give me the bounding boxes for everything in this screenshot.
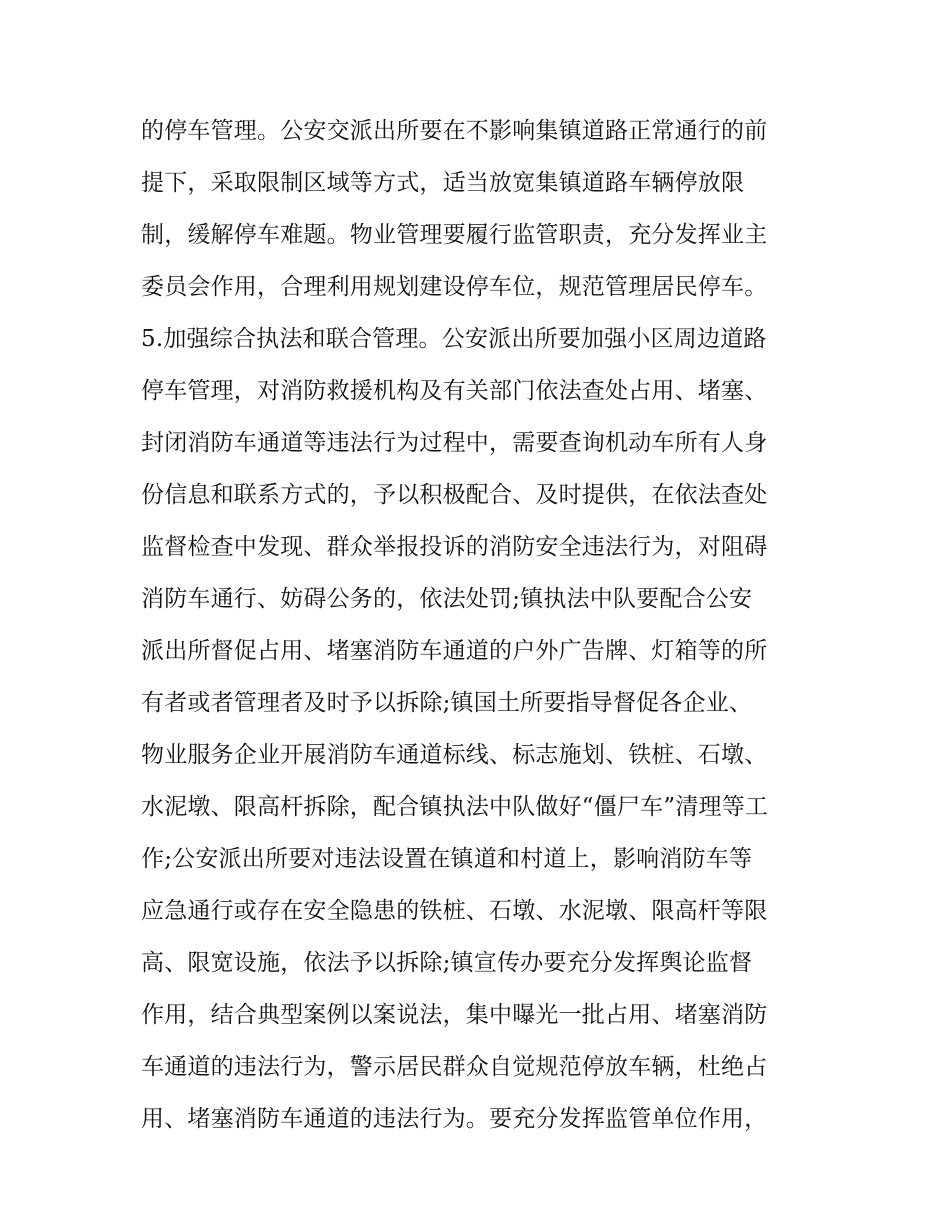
text-line: 物业服务企业开展消防车通道标线、标志施划、铁桩、石墩、	[141, 742, 768, 768]
text-line: 封闭消防车通道等违法行为过程中，需要查询机动车所有人身	[141, 430, 768, 456]
text-line: 有者或者管理者及时予以拆除;镇国土所要指导督促各企业、	[141, 690, 753, 716]
text-line: 派出所督促占用、堵塞消防车通道的户外广告牌、灯箱等的所	[141, 638, 768, 664]
text-line: 水泥墩、限高杆拆除，配合镇执法中队做好“僵尸车”清理等工	[141, 794, 769, 820]
text-line: 停车管理，对消防救援机构及有关部门依法查处占用、堵塞、	[141, 378, 768, 404]
text-line: 的停车管理。公安交派出所要在不影响集镇道路正常通行的前	[141, 118, 768, 144]
text-line: 用、堵塞消防车通道的违法行为。要充分发挥监管单位作用，	[141, 1106, 768, 1132]
body-text	[141, 108, 821, 1148]
text-line: 消防车通行、妨碍公务的，依法处罚;镇执法中队要配合公安	[141, 586, 753, 612]
text-line: 份信息和联系方式的，予以积极配合、及时提供，在依法查处	[141, 482, 768, 508]
text-line: 提下，采取限制区域等方式，适当放宽集镇道路车辆停放限	[141, 170, 745, 196]
text-line: 高、限宽设施，依法予以拆除;镇宣传办要充分发挥舆论监督	[141, 950, 753, 976]
text-line: 应急通行或存在安全隐患的铁桩、石墩、水泥墩、限高杆等限	[141, 898, 768, 924]
text-line: 车通道的违法行为，警示居民群众自觉规范停放车辆，杜绝占	[141, 1054, 768, 1080]
text-line: 委员会作用，合理利用规划建设停车位，规范管理居民停车。	[141, 274, 768, 300]
text-line: 制，缓解停车难题。物业管理要履行监管职责，充分发挥业主	[141, 222, 768, 248]
text-line: 5.加强综合执法和联合管理。公安派出所要加强小区周边道路	[141, 326, 767, 352]
text-line: 作;公安派出所要对违法设置在镇道和村道上，影响消防车等	[141, 846, 753, 872]
text-line: 监督检查中发现、群众举报投诉的消防安全违法行为，对阻碍	[141, 534, 768, 560]
text-line: 作用，结合典型案例以案说法，集中曝光一批占用、堵塞消防	[141, 1002, 768, 1028]
